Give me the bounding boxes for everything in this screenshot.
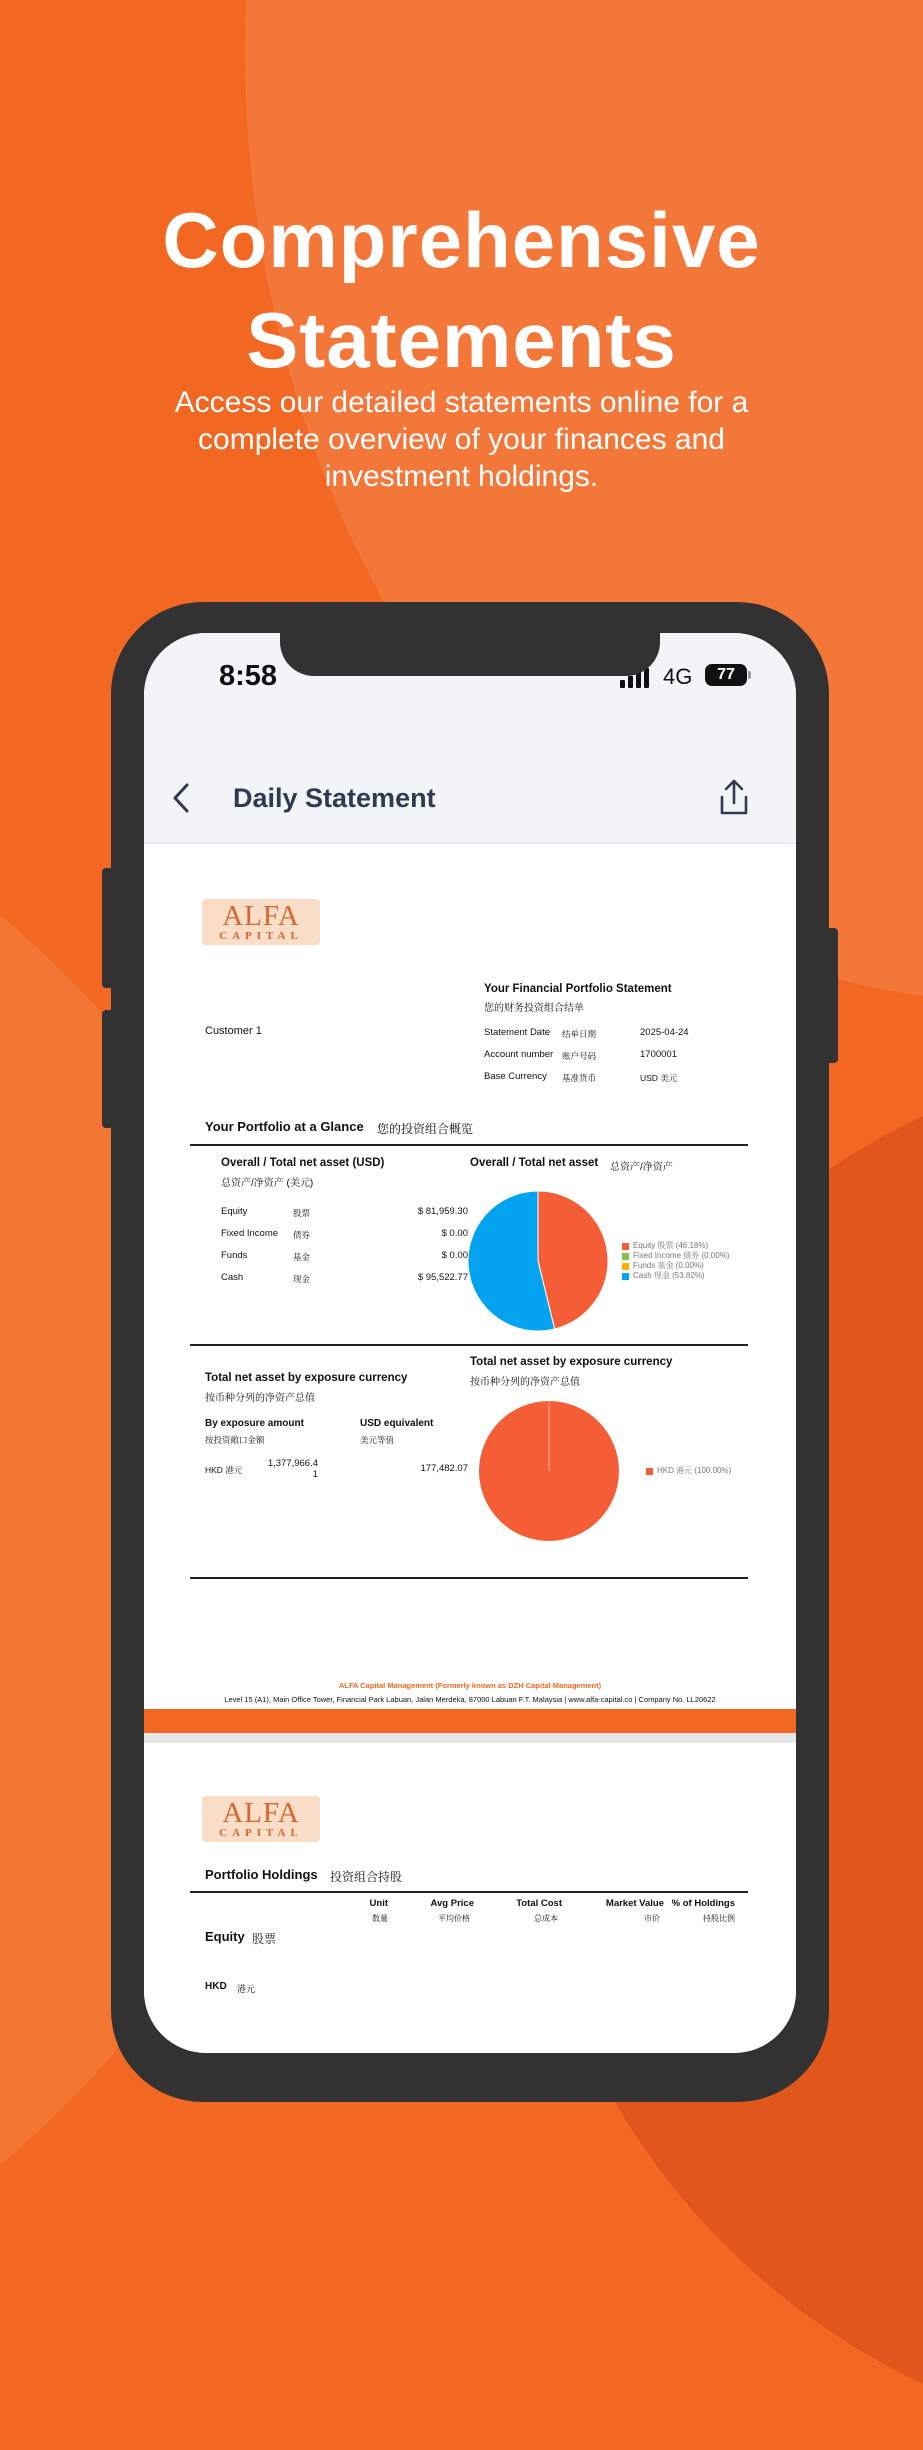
- section-divider: [190, 1144, 748, 1146]
- column-header: Avg Price: [430, 1898, 474, 1909]
- legend-label: Equity 股票 (46.18%): [633, 1241, 709, 1250]
- column-header: % of Holdings: [671, 1898, 735, 1909]
- volume-down-button: [102, 1010, 114, 1128]
- legend-label: Fixed Income 债券 (0.00%): [633, 1251, 730, 1260]
- exposure-amount-line: 1,377,966.4: [267, 1458, 318, 1469]
- legend-swatch: [646, 1468, 653, 1475]
- notch: [280, 633, 660, 676]
- legend-item: [622, 1261, 729, 1271]
- battery-icon: 77: [705, 664, 747, 686]
- nav-table-title: Overall / Total net asset (USD): [221, 1157, 385, 1169]
- legend-item: [622, 1271, 729, 1281]
- asset-value: $ 0.00: [441, 1228, 468, 1239]
- exposure-currency: HKD 港元: [205, 1465, 243, 1475]
- alfa-capital-logo: [202, 899, 320, 945]
- legend-item: [622, 1251, 729, 1261]
- headline-line: Statements: [246, 296, 677, 384]
- exposure-col-header: USD equivalent: [360, 1418, 434, 1429]
- page-title: Daily Statement: [233, 783, 436, 813]
- logo-text: ALFA: [222, 900, 300, 932]
- column-header-cn: 数量: [372, 1914, 388, 1923]
- asset-pie-chart: [466, 1189, 610, 1333]
- exposure-amount-line: 1: [312, 1469, 318, 1480]
- field-label-cn: 账户号码: [562, 1051, 597, 1061]
- logo-text: CAPITAL: [219, 930, 303, 942]
- phone-screen: [144, 633, 796, 2053]
- column-header-cn: 市价: [644, 1914, 660, 1923]
- volume-up-button: [102, 868, 114, 988]
- page-footer-band: [144, 1709, 796, 1733]
- share-icon[interactable]: [716, 777, 752, 817]
- alfa-capital-logo: [202, 1796, 320, 1842]
- footer-address: Level 15 (A1), Main Office Tower, Financial Park Labuan, Jalan Merdeka, 87000 Labuan F.T. Malaysia | www.alfa-capital.co | Company No. LL20622: [224, 1695, 716, 1704]
- holdings-subsection-cn: 港元: [237, 1984, 256, 1994]
- nav-table-title-cn: 总资产/净资产 (美元): [221, 1178, 314, 1189]
- asset-value: $ 0.00: [441, 1250, 468, 1261]
- column-header-cn: 总成本: [534, 1914, 558, 1923]
- holdings-heading-cn: 投资组合持股: [330, 1870, 403, 1884]
- section-divider: [190, 1891, 748, 1893]
- field-value: 1700001: [640, 1049, 677, 1060]
- field-label-cn: 基准货币: [562, 1073, 597, 1083]
- logo-text: CAPITAL: [219, 1827, 303, 1839]
- footer-company: ALFA Capital Management (Formerly known as DZH Capital Management): [338, 1681, 602, 1690]
- asset-value: $ 81,959.30: [417, 1206, 468, 1217]
- column-header: Market Value: [605, 1898, 664, 1909]
- pie2-title-cn: 按币种分列的净资产总值: [470, 1377, 580, 1388]
- field-label: Base Currency: [484, 1071, 547, 1082]
- asset-label-cn: 债券: [293, 1230, 311, 1240]
- holdings-section-cn: 股票: [252, 1932, 277, 1946]
- asset-label: Equity: [221, 1206, 248, 1217]
- customer-name: Customer 1: [205, 1025, 262, 1037]
- pie1-title-cn: 总资产/净资产: [610, 1162, 673, 1173]
- column-header-cn: 持股比例: [703, 1914, 735, 1923]
- legend-item: [622, 1241, 729, 1251]
- promo-subtitle: Access our detailed statements online for a complete overview of your finances and investment holdings.: [174, 386, 749, 493]
- legend-label: Funds 基金 (0.00%): [633, 1261, 704, 1270]
- asset-label-cn: 股票: [293, 1208, 311, 1218]
- currency-pie-chart: [477, 1399, 621, 1543]
- battery-tip: [748, 671, 751, 679]
- statement-title-cn: 您的财务投资组合结单: [484, 1003, 584, 1014]
- field-value: USD 美元: [640, 1073, 678, 1083]
- field-label-cn: 结单日期: [562, 1029, 597, 1039]
- legend-swatch: [622, 1263, 629, 1270]
- column-header: Unit: [369, 1898, 388, 1909]
- network-type: 4G: [663, 664, 693, 689]
- exposure-col-header: By exposure amount: [205, 1418, 304, 1429]
- legend-swatch: [622, 1243, 629, 1250]
- asset-label-cn: 基金: [293, 1252, 311, 1262]
- statement-title: Your Financial Portfolio Statement: [484, 983, 672, 995]
- exposure-title-cn: 按币种分列的净资产总值: [205, 1393, 315, 1404]
- promo-headline: [0, 190, 923, 390]
- pie2-title: Total net asset by exposure currency: [470, 1356, 673, 1368]
- legend-label: Cash 现金 (53.82%): [633, 1271, 705, 1280]
- asset-label: Funds: [221, 1250, 248, 1261]
- field-value: 2025-04-24: [640, 1027, 689, 1038]
- pie1-title: Overall / Total net asset: [470, 1157, 599, 1169]
- legend-swatch: [622, 1253, 629, 1260]
- holdings-heading: Portfolio Holdings: [205, 1867, 318, 1882]
- exposure-col-header-cn: 按投资敞口金额: [205, 1435, 265, 1445]
- headline-line: Comprehensive: [162, 196, 761, 284]
- exposure-amount: [254, 1458, 318, 1480]
- nav-bar: [144, 733, 796, 844]
- field-label: Account number: [484, 1049, 554, 1060]
- column-header-cn: 平均价格: [438, 1914, 470, 1923]
- legend-swatch: [622, 1273, 629, 1280]
- legend-label: HKD 港元 (100.00%): [657, 1466, 732, 1475]
- holdings-section: Equity: [205, 1929, 245, 1944]
- holdings-page: [144, 1743, 796, 2053]
- asset-label: Cash: [221, 1272, 244, 1283]
- logo-text: ALFA: [222, 1797, 300, 1829]
- holdings-subsection: HKD: [205, 1981, 227, 1992]
- asset-label-cn: 现金: [293, 1274, 311, 1284]
- legend-item: [646, 1466, 731, 1476]
- column-header: Total Cost: [516, 1898, 562, 1909]
- exposure-title: Total net asset by exposure currency: [205, 1372, 408, 1384]
- exposure-usd: 177,482.07: [420, 1463, 468, 1474]
- field-label: Statement Date: [484, 1027, 551, 1038]
- asset-label: Fixed Income: [221, 1228, 279, 1239]
- power-button: [826, 928, 838, 1063]
- section-divider: [190, 1577, 748, 1579]
- chevron-left-icon[interactable]: [169, 781, 193, 815]
- pie2-legend: [646, 1466, 731, 1476]
- exposure-col-header-cn: 美元等值: [360, 1435, 395, 1445]
- glance-heading: Your Portfolio at a Glance: [205, 1119, 364, 1134]
- clock: 8:58: [219, 660, 278, 692]
- section-divider: [190, 1344, 748, 1346]
- glance-heading-cn: 您的投资组合概览: [377, 1122, 474, 1136]
- pie1-legend: [622, 1241, 729, 1281]
- page-separator: [144, 1733, 796, 1743]
- asset-value: $ 95,522.77: [417, 1272, 468, 1283]
